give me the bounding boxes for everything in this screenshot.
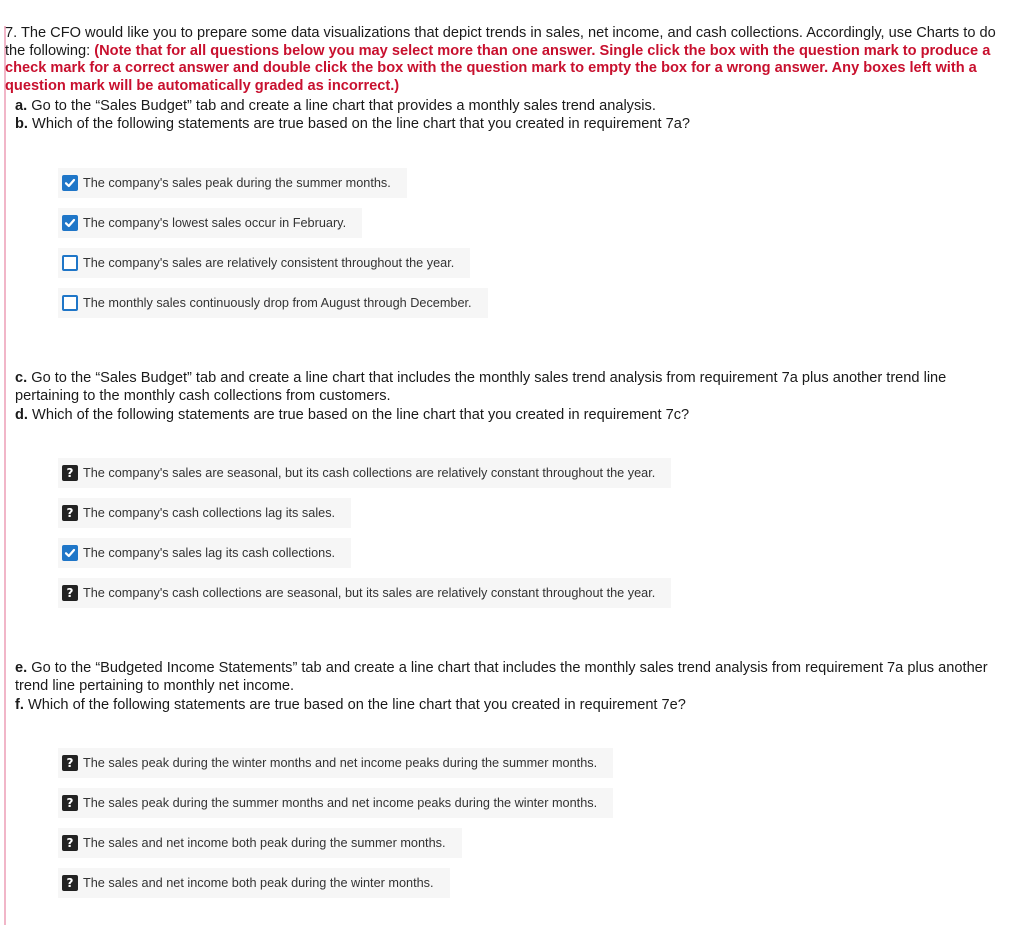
checkmark-icon[interactable] — [62, 175, 78, 191]
question-mark-icon[interactable]: ? — [62, 505, 78, 521]
question-7-intro — [5, 25, 1015, 95]
answer-option-b-3[interactable] — [58, 248, 470, 278]
answer-option-label: The company's cash collections are seasonal, but its sales are relatively constant throughout the year. — [83, 586, 656, 600]
answer-option-d-1[interactable] — [58, 458, 671, 488]
answer-option-label: The sales peak during the winter months and net income peaks during the summer months. — [83, 756, 598, 770]
requirement-c-d — [15, 369, 1005, 424]
answer-option-d-4[interactable] — [58, 578, 671, 608]
answer-option-f-3[interactable] — [58, 828, 462, 858]
checkmark-icon[interactable] — [62, 215, 78, 231]
question-mark-icon[interactable]: ? — [62, 795, 78, 811]
answer-option-d-3[interactable] — [58, 538, 351, 568]
intro-text: The CFO would like you to prepare some data visualizations that depict trends in sales, net income, and cash collections. Accordingly, use Charts to do the following: — [5, 25, 996, 59]
answer-option-b-4[interactable] — [58, 288, 488, 318]
left-border-rule — [4, 26, 6, 925]
requirement-e-f — [15, 659, 1005, 714]
answer-option-label: The monthly sales continuously drop from August through December. — [83, 296, 472, 310]
question-number: 7. — [5, 25, 18, 41]
question-mark-icon[interactable]: ? — [62, 465, 78, 481]
requirement-a: a. Go to the “Sales Budget” tab and create a line chart that provides a monthly sales trend analysis. — [15, 98, 656, 114]
requirement-e: e. Go to the “Budgeted Income Statements” tab and create a line chart that includes the monthly sales trend analysis from requirement 7a plus another trend line pertaining to monthly net income. — [15, 660, 988, 695]
checkmark-icon[interactable] — [62, 545, 78, 561]
empty-box-icon[interactable] — [62, 295, 78, 311]
answer-option-b-1[interactable] — [58, 168, 407, 198]
question-mark-icon[interactable]: ? — [62, 755, 78, 771]
question-mark-icon[interactable]: ? — [62, 585, 78, 601]
empty-box-icon[interactable] — [62, 255, 78, 271]
answer-option-label: The company's cash collections lag its sales. — [83, 506, 336, 520]
answer-option-label: The company's lowest sales occur in February. — [83, 216, 347, 230]
requirement-f: f. Which of the following statements are true based on the line chart that you created in requirement 7e? — [15, 696, 686, 713]
answer-option-label: The company's sales lag its cash collections. — [83, 546, 336, 560]
answer-option-label: The company's sales are seasonal, but its cash collections are relatively constant throughout the year. — [83, 466, 656, 480]
requirement-a-b — [15, 97, 1005, 134]
answer-option-b-2[interactable] — [58, 208, 362, 238]
answer-option-f-4[interactable] — [58, 868, 450, 898]
requirement-b: b. Which of the following statements are true based on the line chart that you created in requirement 7a? — [15, 116, 690, 133]
answer-option-f-2[interactable] — [58, 788, 613, 818]
question-mark-icon[interactable]: ? — [62, 875, 78, 891]
answer-option-label: The sales and net income both peak during the winter months. — [83, 876, 434, 890]
answer-option-d-2[interactable] — [58, 498, 351, 528]
answer-option-label: The sales and net income both peak during the summer months. — [83, 836, 446, 850]
answer-option-label: The company's sales peak during the summer months. — [83, 176, 391, 190]
answer-option-label: The company's sales are relatively consistent throughout the year. — [83, 256, 455, 270]
instruction-note: (Note that for all questions below you may select more than one answer. Single click the box with the question mark to produce a check mark for a correct answer and double click the box with the question mark to empty the box for a wrong answer. Any boxes left with a question mark will be automatically graded as incorrect.) — [5, 42, 991, 94]
question-mark-icon[interactable]: ? — [62, 835, 78, 851]
requirement-c: c. Go to the “Sales Budget” tab and create a line chart that includes the monthly sales trend analysis from requirement 7a plus another trend line pertaining to the monthly cash collections from customers. — [15, 370, 947, 405]
answer-option-f-1[interactable] — [58, 748, 613, 778]
answer-option-label: The sales peak during the summer months and net income peaks during the winter months. — [83, 796, 598, 810]
requirement-d: d. Which of the following statements are true based on the line chart that you created in requirement 7c? — [15, 406, 690, 423]
